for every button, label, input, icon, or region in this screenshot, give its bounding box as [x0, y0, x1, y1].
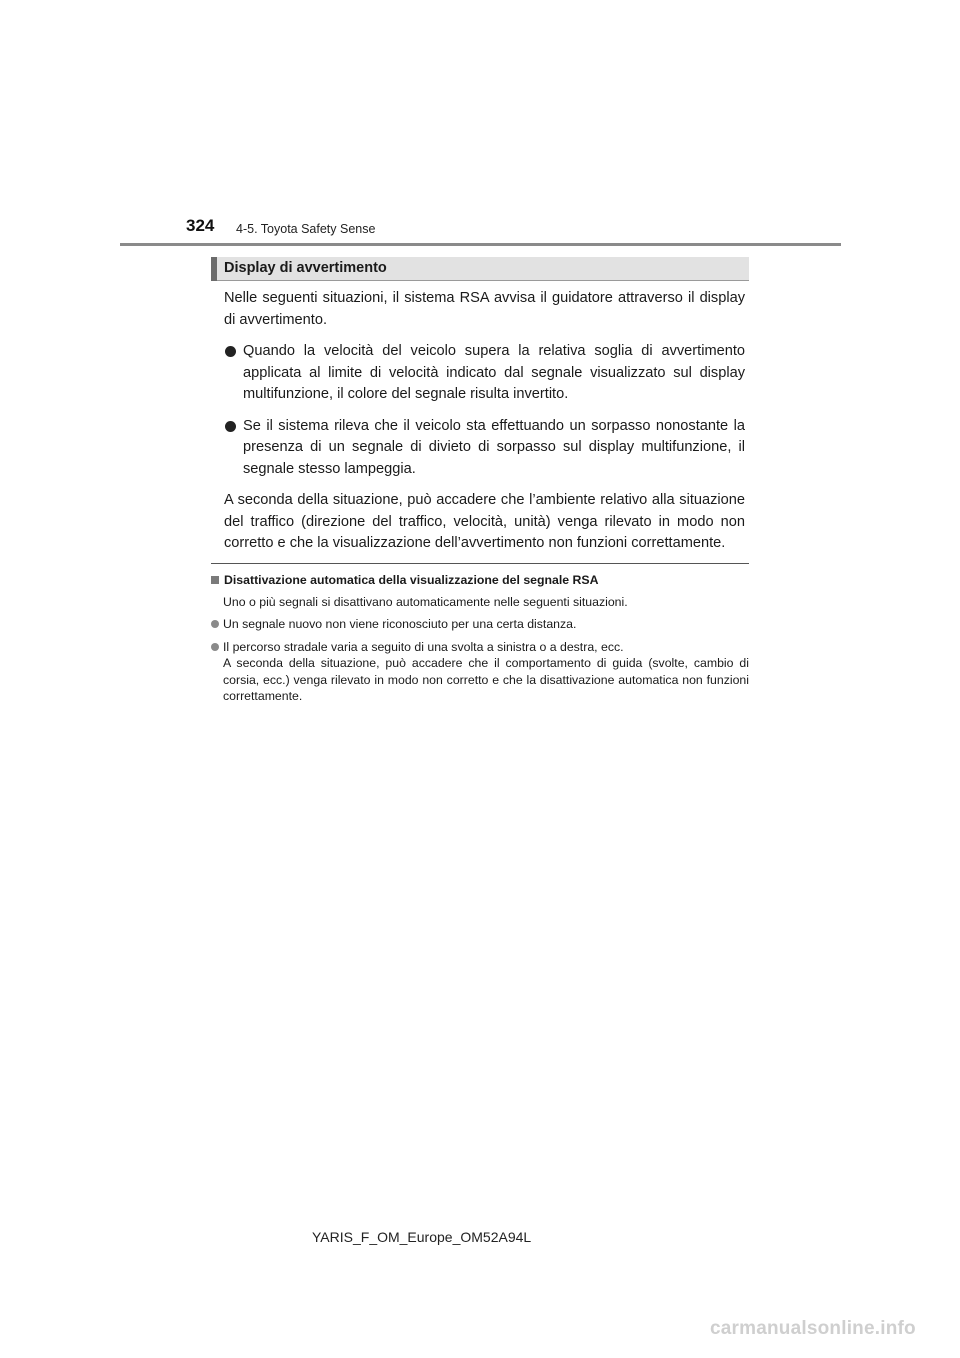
header-divider: [120, 243, 841, 246]
notes-heading: [211, 572, 749, 589]
page-header: [0, 0, 960, 250]
notes-intro: Uno o più segnali si disattivano automaticamente nelle seguenti situazioni.: [223, 594, 628, 609]
watermark: carmanualsonline.info: [710, 1318, 916, 1339]
note-bullet-text: Un segnale nuovo non viene riconosciuto per una certa distanza.: [223, 617, 577, 631]
title-accent-bar: [211, 257, 217, 281]
note-bullet-item: [211, 616, 749, 633]
bullet-text: Se il sistema rileva che il veicolo sta effettuando un sorpasso nonostante la presenza di un segnale di divieto di sorpasso sul display multifunzione, il segnale stesso lampeggia.: [243, 417, 745, 477]
bullet-dot-icon: [211, 620, 219, 628]
bullet-item: [224, 416, 745, 481]
section-box-title: [211, 257, 749, 281]
bullet-dot-icon: [225, 346, 236, 357]
note-bullet-subtext: A seconda della situazione, può accadere che il comportamento di guida (svolte, cambio di corsia, ecc.) venga rilevato in modo non corretto e che la disattivazione automatica non funzioni correttamente.: [223, 656, 749, 703]
bullet-text: Quando la velocità del veicolo supera la relativa soglia di avvertimento applicata al limite di velocità indicato dal segnale visualizzato sul display multifunzione, il colore del segnale risulta invertito.: [243, 343, 745, 402]
closing-paragraph: A seconda della situazione, può accadere che l’ambiente relativo alla situazione del traffico (direzione del traffico, velocità, unità) venga rilevato in modo non corretto e che la visualizzazione dell’avvertimento non funzioni correttamente.: [224, 492, 745, 551]
main-content: [224, 288, 745, 565]
note-bullet-text: Il percorso stradale varia a seguito di una svolta a sinistra o a destra, ecc.: [223, 639, 624, 654]
bullet-dot-icon: [225, 421, 236, 432]
bullet-item: [224, 341, 745, 406]
section-title: 4-5. Toyota Safety Sense: [236, 222, 376, 236]
page-number: 324: [186, 216, 215, 235]
notes-divider: [211, 563, 749, 564]
document-code: YARIS_F_OM_Europe_OM52A94L: [312, 1229, 532, 1245]
square-bullet-icon: [211, 576, 219, 584]
note-bullet-item: [211, 639, 749, 705]
intro-paragraph: Nelle seguenti situazioni, il sistema RSA avvisa il guidatore attraverso il display di avvertimento.: [224, 290, 745, 328]
notes-section: [211, 572, 749, 711]
bullet-dot-icon: [211, 643, 219, 651]
notes-heading-text: Disattivazione automatica della visualizzazione del segnale RSA: [224, 573, 599, 587]
box-title-text: Display di avvertimento: [224, 260, 387, 276]
